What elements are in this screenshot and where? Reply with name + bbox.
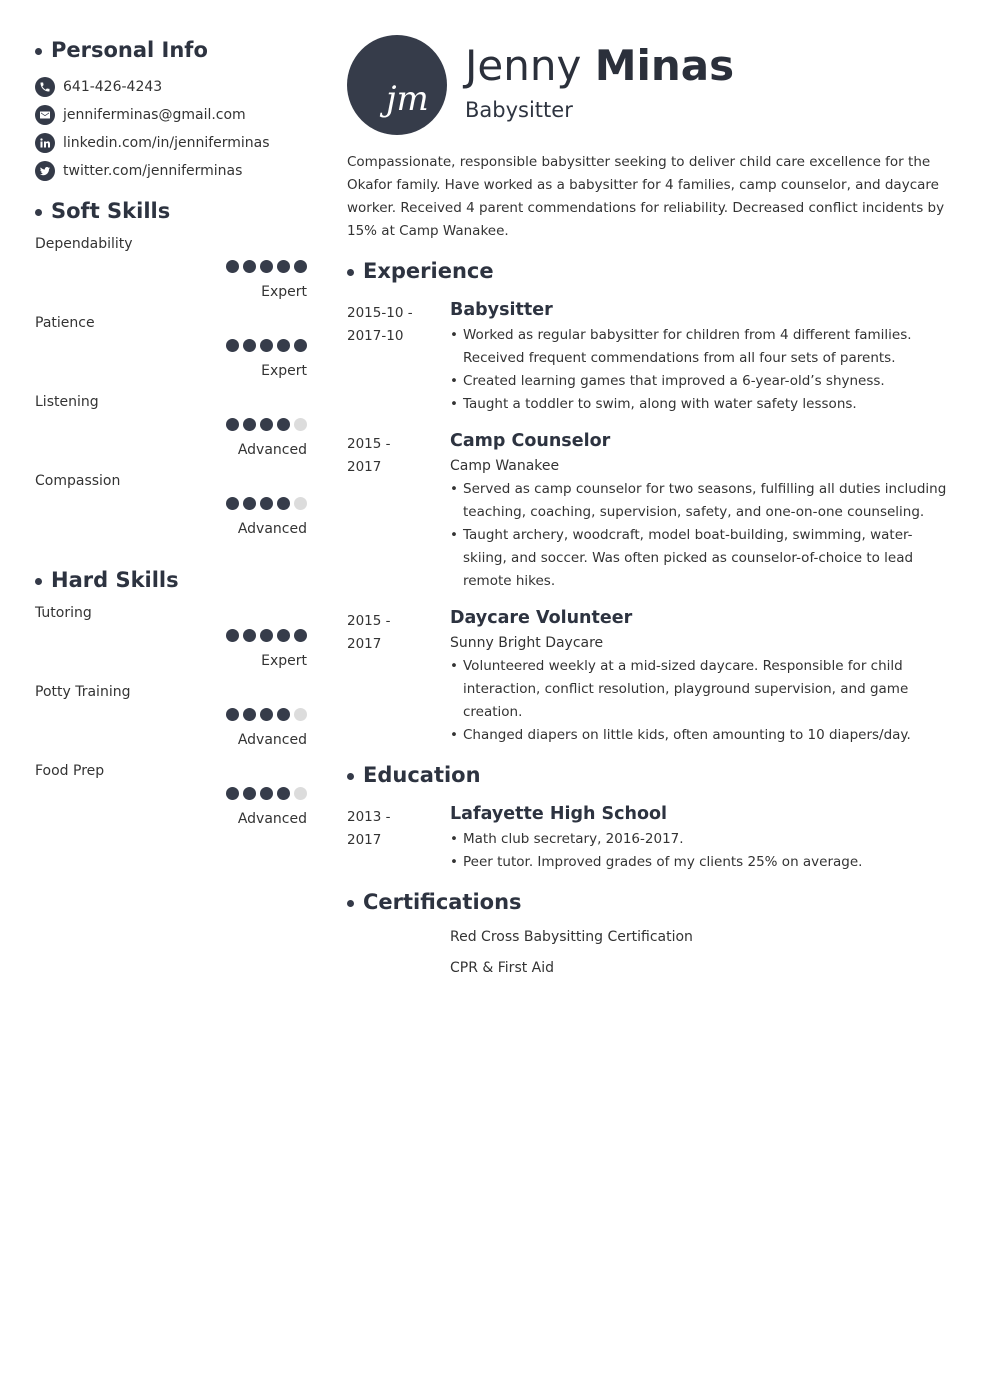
date-end: 2017 [347,636,382,652]
entry-title: Babysitter [450,300,553,320]
rating-dot-filled [260,629,273,642]
last-name: Minas [594,41,735,90]
twitter-text[interactable]: twitter.com/jenniferminas [63,163,243,179]
experience-heading [347,257,955,285]
rating-dot-filled [226,418,239,431]
rating-dot-filled [226,708,239,721]
monogram-avatar [347,35,447,135]
rating-dot-filled [260,497,273,510]
education-entries [347,801,955,874]
skill-rating [226,787,307,800]
rating-dot-filled [277,339,290,352]
bullet-item: • Served as camp counselor for two seasons, fulfilling all duties including teaching, coaching, supervision, safety, and one-on-one counseling. [450,478,955,524]
certifications-section [347,888,955,978]
skill-item [35,313,307,392]
skill-rating [226,339,307,352]
linkedin-text[interactable]: linkedin.com/in/jenniferminas [63,135,270,151]
bullet-item: • Taught a toddler to swim, along with water safety lessons. [450,393,955,416]
resume-header [347,35,955,135]
skill-level: Advanced [237,442,307,458]
heading-bullet [347,269,354,276]
entry-date [347,801,450,874]
rating-dot-filled [243,629,256,642]
date-start: 2013 - [347,809,391,825]
skill-item [35,603,307,682]
rating-dot-empty [294,708,307,721]
hard-skills-list [35,603,307,840]
date-end: 2017 [347,832,382,848]
monogram-text: jm [386,79,429,119]
skill-level: Advanced [237,521,307,537]
skill-item [35,761,307,840]
soft-skills-heading-text: Soft Skills [51,199,171,223]
soft-skills-heading [35,197,307,225]
bullet-item: • Worked as regular babysitter for children from 4 different families. Received frequent commendations from all four sets of parents. [450,324,955,370]
heading-bullet [35,48,42,55]
rating-dot-filled [226,339,239,352]
experience-heading-text: Experience [363,259,494,283]
entry-body [450,297,955,416]
skill-name: Compassion [35,473,121,489]
job-title: Babysitter [465,98,573,122]
date-end: 2017-10 [347,328,404,344]
entry-date [347,297,450,416]
rating-dot-empty [294,787,307,800]
rating-dot-filled [243,708,256,721]
rating-dot-filled [294,260,307,273]
education-heading-text: Education [363,763,481,787]
rating-dot-filled [226,787,239,800]
entry-company: Camp Wanakee [450,458,560,474]
certification-item: Red Cross Babysitting Certification [450,929,693,945]
skill-rating [226,629,307,642]
entry [347,605,955,747]
skill-name: Dependability [35,236,133,252]
skill-name: Food Prep [35,763,105,779]
skill-name: Tutoring [35,605,92,621]
summary-text: Compassionate, responsible babysitter seeking to deliver child care excellence for the Okafor family. Have worked as a babysitter for 4 families, camp counselor, and daycare worker. Received 4 parent commendations for reliability. Decreased conflict incidents by 15% at Camp Wanakee. [347,154,945,239]
entry-body [450,605,955,747]
email-text[interactable]: jenniferminas@gmail.com [63,107,246,123]
rating-dot-filled [260,339,273,352]
hard-skills-section [35,566,307,840]
rating-dot-filled [226,497,239,510]
experience-section [347,257,955,747]
skill-level: Advanced [237,811,307,827]
full-name [465,41,734,91]
rating-dot-filled [226,629,239,642]
certifications-heading [347,888,955,916]
skill-name: Listening [35,394,99,410]
personal-info-heading [35,36,307,64]
skill-item [35,471,307,550]
entry-company: Sunny Bright Daycare [450,635,604,651]
soft-skills-section [35,197,307,550]
date-end: 2017 [347,459,382,475]
rating-dot-filled [260,260,273,273]
rating-dot-filled [277,629,290,642]
contact-twitter [35,157,307,185]
entry-title: Daycare Volunteer [450,608,633,628]
entry [347,297,955,416]
rating-dot-filled [277,708,290,721]
certification-item: CPR & First Aid [450,960,555,976]
education-heading [347,761,955,789]
skill-name: Potty Training [35,684,131,700]
rating-dot-filled [277,497,290,510]
heading-bullet [35,209,42,216]
skill-rating [226,418,307,431]
first-name: Jenny [465,41,582,90]
entry-title: Lafayette High School [450,804,668,824]
skill-name: Patience [35,315,95,331]
rating-dot-filled [243,339,256,352]
heading-bullet [35,578,42,585]
rating-dot-filled [226,260,239,273]
contact-email [35,101,307,129]
rating-dot-filled [243,418,256,431]
contact-linkedin [35,129,307,157]
twitter-icon [35,161,55,181]
rating-dot-filled [277,260,290,273]
skill-level: Expert [261,363,307,379]
rating-dot-filled [243,787,256,800]
skill-level: Advanced [237,732,307,748]
rating-dot-filled [294,339,307,352]
certifications-heading-text: Certifications [363,890,522,914]
hard-skills-heading [35,566,307,594]
certifications-list [347,927,955,978]
date-start: 2015 - [347,436,391,452]
rating-dot-filled [277,787,290,800]
rating-dot-empty [294,497,307,510]
date-start: 2015 - [347,613,391,629]
entry-body [450,428,955,593]
date-start: 2015-10 - [347,305,413,321]
entry-date [347,428,450,593]
skill-rating [226,708,307,721]
sidebar [35,36,307,840]
rating-dot-filled [277,418,290,431]
rating-dot-filled [243,260,256,273]
education-section [347,761,955,874]
experience-entries [347,297,955,747]
bullet-item: • Created learning games that improved a 6-year-old’s shyness. [450,370,955,393]
bullet-item: • Math club secretary, 2016-2017. [450,828,955,851]
entry-bullets [450,655,955,747]
skill-rating [226,260,307,273]
skill-rating [226,497,307,510]
heading-bullet [347,773,354,780]
contact-list [35,73,307,185]
soft-skills-list [35,234,307,550]
entry-bullets [450,828,955,874]
bullet-item: • Peer tutor. Improved grades of my clients 25% on average. [450,851,955,874]
entry-body [450,801,955,874]
envelope-icon [35,105,55,125]
rating-dot-filled [260,708,273,721]
phone-text: 641-426-4243 [63,79,163,95]
contact-phone [35,73,307,101]
entry-bullets [450,478,955,593]
rating-dot-filled [260,787,273,800]
skill-item [35,682,307,761]
personal-info-heading-text: Personal Info [51,38,208,62]
entry [347,801,955,874]
linkedin-icon [35,133,55,153]
skill-item [35,392,307,471]
entry [347,428,955,593]
entry-bullets [450,324,955,416]
bullet-item: • Changed diapers on little kids, often amounting to 10 diapers/day. [450,724,955,747]
heading-bullet [347,900,354,907]
rating-dot-filled [260,418,273,431]
skill-level: Expert [261,653,307,669]
main-content [347,35,955,978]
rating-dot-filled [243,497,256,510]
bullet-item: • Taught archery, woodcraft, model boat-building, swimming, water-skiing, and soccer. Was often picked as counselor-of-choice to lead remote hikes. [450,524,955,593]
phone-icon [35,77,55,97]
skill-item [35,234,307,313]
entry-date [347,605,450,747]
hard-skills-heading-text: Hard Skills [51,568,179,592]
rating-dot-empty [294,418,307,431]
skill-level: Expert [261,284,307,300]
bullet-item: • Volunteered weekly at a mid-sized daycare. Responsible for child interaction, conflict resolution, playground supervision, and game creation. [450,655,955,724]
entry-title: Camp Counselor [450,431,611,451]
rating-dot-filled [294,629,307,642]
